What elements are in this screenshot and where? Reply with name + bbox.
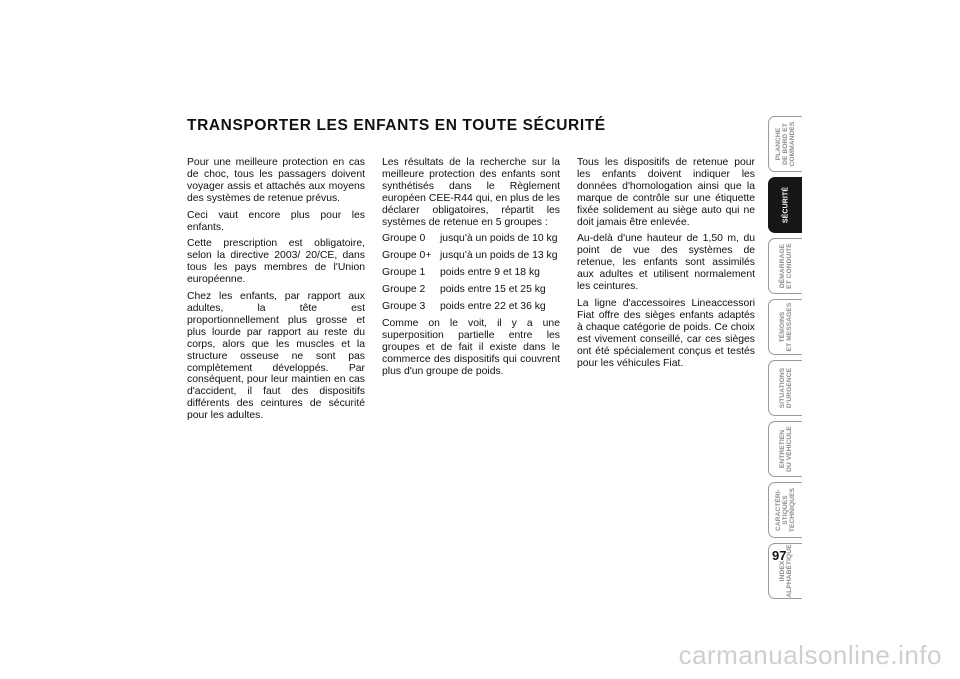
- paragraph: Ceci vaut encore plus pour les enfants.: [187, 209, 365, 233]
- paragraph: Pour une meilleure protection en cas de choc, tous les passagers doivent voyager assis et attachés aux moyens des systèmes de retenue prévus.: [187, 157, 365, 204]
- group-description: poids entre 22 et 36 kg: [440, 301, 546, 313]
- tab-label: PLANCHE DE BORD ET COMMANDES: [774, 121, 797, 167]
- text-column-3: [577, 157, 755, 374]
- paragraph: Tous les dispositifs de retenue pour les enfants doivent indiquer les données d'homologation ainsi que la marque de contrôle sur une étiquette fixée solidement au siège auto qui ne doit jamais être enlevée.: [577, 157, 755, 228]
- tab-label: ENTRETIEN DU VÉHICULE: [778, 426, 793, 472]
- page-title: TRANSPORTER LES ENFANTS EN TOUTE SÉCURITÉ: [187, 117, 606, 134]
- chapter-tabs: [768, 116, 802, 604]
- group-description: jusqu'à un poids de 13 kg: [440, 250, 558, 262]
- tab-temoins[interactable]: [768, 299, 802, 355]
- text-column-2: [382, 157, 560, 383]
- tab-demarrage[interactable]: [768, 238, 802, 294]
- tab-situations-urgence[interactable]: [768, 360, 802, 416]
- tab-label: CARACTÉRI- STIQUES TECHNIQUES: [774, 487, 797, 533]
- paragraph: Les résultats de la recherche sur la meilleure protection des enfants sont synthétisés dans le Règlement européen CEE-R44 qui, en plus de les déclarer obligatoires, répartit les systèmes de retenue en 5 groupes :: [382, 157, 560, 228]
- tab-entretien[interactable]: [768, 421, 802, 477]
- group-row: [382, 284, 560, 296]
- paragraph: Au-delà d'une hauteur de 1,50 m, du point de vue des systèmes de retenue, les enfants sont assimilés aux adultes et utilisent normalement les ceintures.: [577, 233, 755, 293]
- group-description: poids entre 15 et 25 kg: [440, 284, 546, 296]
- group-row: [382, 301, 560, 313]
- page-number: 97: [772, 548, 787, 563]
- tab-label: INDEX ALPHABÉTIQUE: [778, 544, 793, 598]
- tab-label: SITUATIONS D'URGENCE: [778, 367, 793, 409]
- group-description: jusqu'à un poids de 10 kg: [440, 233, 558, 245]
- tab-label: DÉMARRAGE ET CONDUITE: [778, 243, 793, 289]
- group-name: Groupe 2: [382, 284, 426, 296]
- group-row: [382, 233, 560, 245]
- tab-securite[interactable]: [768, 177, 802, 233]
- paragraph: La ligne d'accessoires Lineaccessori Fiat offre des sièges enfants adaptés à chaque catégorie de poids. Ce choix est vivement conseillé, car ces sièges ont été spécialement conçus et testés pour les véhicules Fiat.: [577, 297, 755, 369]
- group-name: Groupe 1: [382, 267, 426, 279]
- group-name: Groupe 3: [382, 301, 426, 313]
- tab-label: TÉMOINS ET MESSAGES: [778, 302, 793, 352]
- paragraph: Comme on le voit, il y a une superposition partielle entre les groupes et de fait il existe dans le commerce des dispositifs qui couvrent plus d'un groupe de poids.: [382, 317, 560, 377]
- tab-label: SÉCURITÉ: [781, 186, 789, 224]
- tab-planche-de-bord[interactable]: [768, 116, 802, 172]
- group-row: [382, 267, 560, 279]
- tab-caracteristiques[interactable]: [768, 482, 802, 538]
- paragraph: Chez les enfants, par rapport aux adultes, la tête est proportionnellement plus grosse et plus lourde par rapport au reste du corps, alors que les muscles et la structure osseuse ne sont pas complètement développés. Par conséquent, pour leur maintien en cas d'accident, il faut des dispositifs différents des ceintures de sécurité pour les adultes.: [187, 291, 365, 422]
- group-name: Groupe 0: [382, 233, 426, 245]
- group-row: [382, 250, 560, 262]
- group-name: Groupe 0+: [382, 250, 432, 262]
- group-description: poids entre 9 et 18 kg: [440, 267, 540, 279]
- watermark: carmanualsonline.info: [678, 640, 942, 670]
- text-column-1: [187, 157, 365, 427]
- paragraph: Cette prescription est obligatoire, selon la directive 2003/ 20/CE, dans tous les pays membres de l'Union européenne.: [187, 238, 365, 286]
